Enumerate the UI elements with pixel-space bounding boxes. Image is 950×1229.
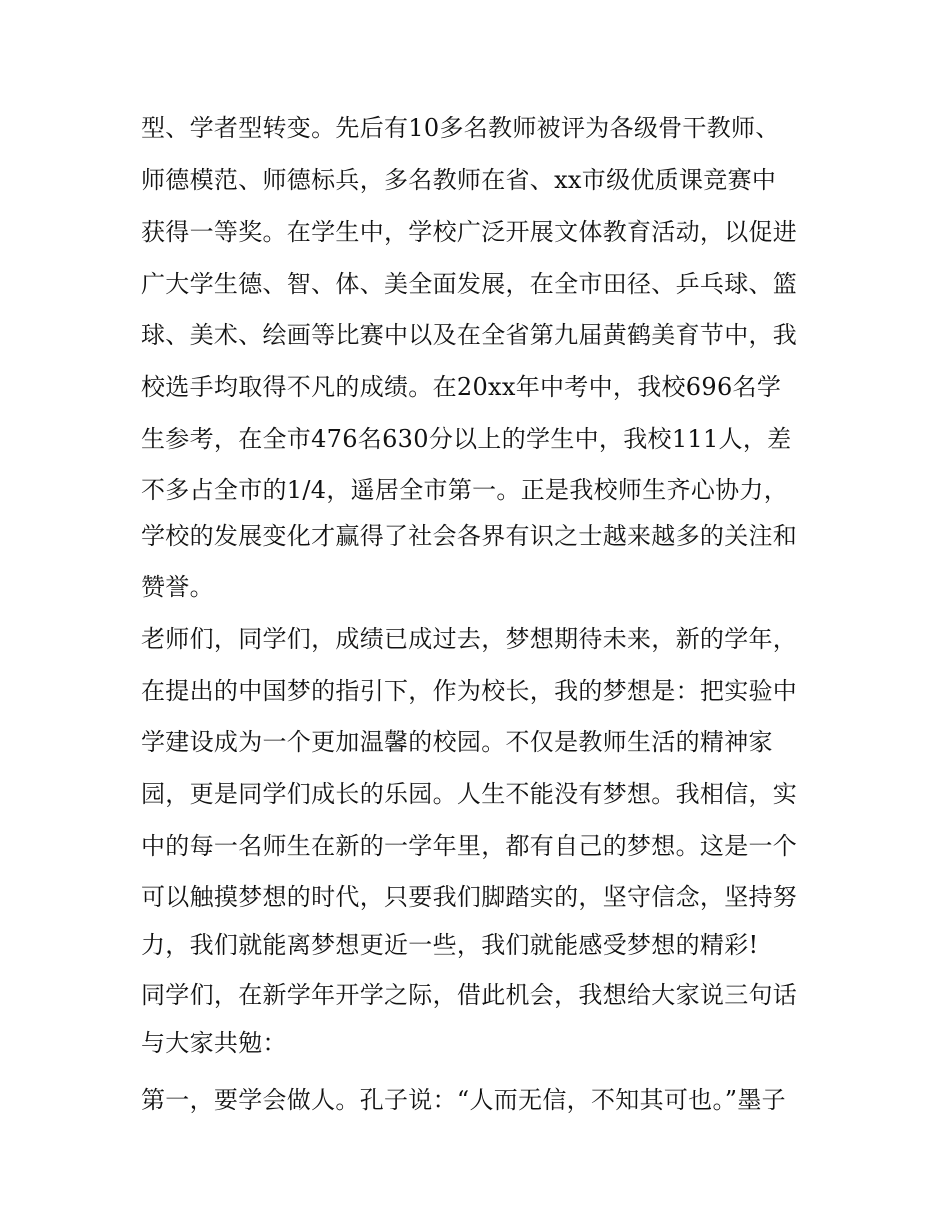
text-line: 型、学者型转变。先后有10多名教师被评为各级骨干教师、 xyxy=(141,114,780,142)
text-line: 学校的发展变化才赢得了社会各界有识之士越来越多的关注和 xyxy=(141,522,798,550)
text-line: 中的每一名师生在新的一学年里，都有自己的梦想。这是一个 xyxy=(141,832,798,860)
text-line: 球、美术、绘画等比赛中以及在全省第九届黄鹤美育节中，我 xyxy=(141,321,798,349)
text-line: 力，我们就能离梦想更近一些，我们就能感受梦想的精彩! xyxy=(141,931,759,959)
text-line: 同学们，在新学年开学之际，借此机会，我想给大家说三句话 xyxy=(141,981,798,1009)
text-line: 赞誉。 xyxy=(141,573,214,601)
text-line: 学建设成为一个更加温馨的校园。不仅是教师生活的精神家 xyxy=(141,728,773,756)
text-line: 生参考，在全市476名630分以上的学生中，我校111人，差 xyxy=(141,425,792,453)
text-line: 不多占全市的1/4，遥居全市第一。正是我校师生齐心协力， xyxy=(141,476,789,504)
text-line: 校选手均取得不凡的成绩。在20xx年中考中，我校696名学 xyxy=(141,373,782,401)
text-line: 老师们，同学们，成绩已成过去，梦想期待未来，新的学年， xyxy=(141,625,798,653)
text-line: 园，更是同学们成长的乐园。人生不能没有梦想。我相信，实 xyxy=(141,780,798,808)
text-line: 与大家共勉： xyxy=(141,1029,287,1057)
text-line: 广大学生德、智、体、美全面发展，在全市田径、乒乓球、篮 xyxy=(141,270,798,298)
text-line: 可以触摸梦想的时代，只要我们脚踏实的，坚守信念，坚持努 xyxy=(141,883,798,911)
text-line: 获得一等奖。在学生中，学校广泛开展文体教育活动，以促进 xyxy=(141,218,798,246)
text-line: 师德模范、师德标兵，多名教师在省、xx市级优质课竞赛中 xyxy=(141,166,777,194)
text-line: 在提出的中国梦的指引下，作为校长，我的梦想是：把实验中 xyxy=(141,677,798,705)
text-line: 第一，要学会做人。孔子说：“人而无信，不知其可也。”墨子 xyxy=(141,1086,786,1114)
